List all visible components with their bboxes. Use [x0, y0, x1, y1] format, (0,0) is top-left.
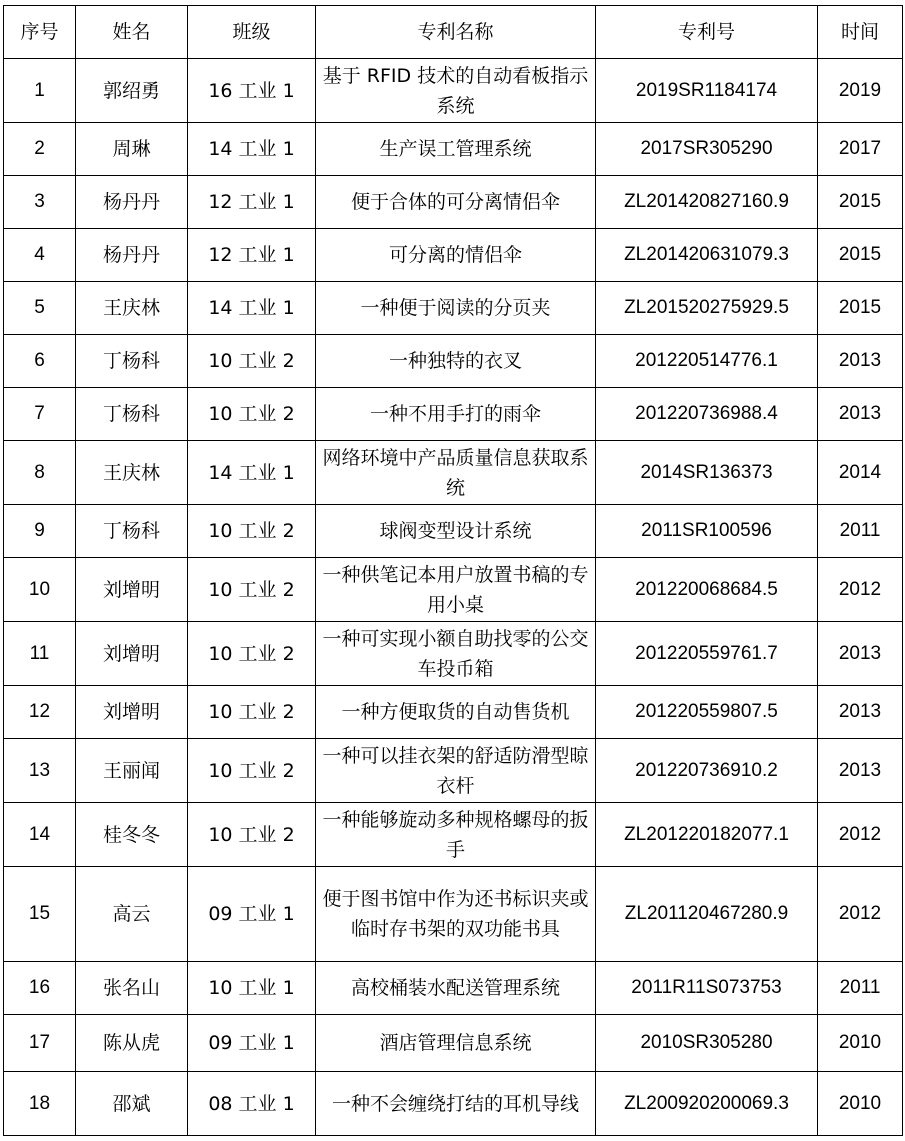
cell-name: 丁杨科 — [76, 505, 188, 558]
cell-year: 2013 — [818, 335, 903, 388]
cell-class: 16 工业 1 — [188, 59, 316, 123]
cell-number: ZL200920200069.3 — [596, 1072, 818, 1136]
cell-year: 2015 — [818, 282, 903, 335]
cell-seq: 4 — [4, 229, 76, 282]
cell-class: 10 工业 2 — [188, 686, 316, 739]
header-title: 专利名称 — [316, 6, 596, 59]
table-row — [4, 1072, 903, 1136]
cell-seq: 11 — [4, 622, 76, 686]
cell-title: 便于合体的可分离情侣伞 — [316, 176, 596, 229]
cell-title: 一种独特的衣叉 — [316, 335, 596, 388]
cell-name: 刘增明 — [76, 686, 188, 739]
cell-class: 14 工业 1 — [188, 441, 316, 505]
table-row — [4, 867, 903, 962]
cell-number: 2014SR136373 — [596, 441, 818, 505]
header-seq: 序号 — [4, 6, 76, 59]
table-row — [4, 505, 903, 558]
cell-class: 10 工业 2 — [188, 803, 316, 867]
cell-number: ZL201420631079.3 — [596, 229, 818, 282]
cell-seq: 12 — [4, 686, 76, 739]
cell-seq: 2 — [4, 123, 76, 176]
table-row — [4, 59, 903, 123]
cell-number: 2011SR100596 — [596, 505, 818, 558]
table-row — [4, 622, 903, 686]
table-row — [4, 803, 903, 867]
cell-title: 生产误工管理系统 — [316, 123, 596, 176]
cell-number: 201220559761.7 — [596, 622, 818, 686]
cell-title: 酒店管理信息系统 — [316, 1015, 596, 1072]
patent-table — [3, 5, 903, 1136]
cell-seq: 15 — [4, 867, 76, 962]
cell-title: 一种便于阅读的分页夹 — [316, 282, 596, 335]
cell-name: 王庆林 — [76, 441, 188, 505]
cell-year: 2010 — [818, 1072, 903, 1136]
cell-seq: 1 — [4, 59, 76, 123]
cell-title: 一种能够旋动多种规格螺母的扳手 — [316, 803, 596, 867]
cell-name: 王丽闻 — [76, 739, 188, 803]
cell-year: 2011 — [818, 962, 903, 1015]
table-row — [4, 686, 903, 739]
cell-year: 2011 — [818, 505, 903, 558]
table-row — [4, 282, 903, 335]
cell-title: 一种供笔记本用户放置书稿的专用小桌 — [316, 558, 596, 622]
cell-class: 10 工业 2 — [188, 739, 316, 803]
cell-title: 便于图书馆中作为还书标识夹或临时存书架的双功能书具 — [316, 867, 596, 962]
cell-class: 10 工业 2 — [188, 505, 316, 558]
cell-title: 一种不用手打的雨伞 — [316, 388, 596, 441]
cell-year: 2013 — [818, 622, 903, 686]
cell-seq: 3 — [4, 176, 76, 229]
cell-name: 丁杨科 — [76, 335, 188, 388]
cell-year: 2015 — [818, 229, 903, 282]
cell-title: 网络环境中产品质量信息获取系统 — [316, 441, 596, 505]
cell-class: 10 工业 2 — [188, 335, 316, 388]
cell-class: 10 工业 2 — [188, 558, 316, 622]
cell-name: 杨丹丹 — [76, 229, 188, 282]
table-row — [4, 441, 903, 505]
cell-title: 可分离的情侣伞 — [316, 229, 596, 282]
cell-year: 2012 — [818, 867, 903, 962]
cell-title: 一种不会缠绕打结的耳机导线 — [316, 1072, 596, 1136]
cell-class: 12 工业 1 — [188, 229, 316, 282]
cell-name: 丁杨科 — [76, 388, 188, 441]
cell-seq: 5 — [4, 282, 76, 335]
cell-number: 2011R11S073753 — [596, 962, 818, 1015]
cell-name: 高云 — [76, 867, 188, 962]
cell-year: 2013 — [818, 686, 903, 739]
cell-class: 14 工业 1 — [188, 282, 316, 335]
cell-name: 邵斌 — [76, 1072, 188, 1136]
cell-title: 一种方便取货的自动售货机 — [316, 686, 596, 739]
cell-name: 周琳 — [76, 123, 188, 176]
header-row — [4, 6, 903, 59]
cell-seq: 7 — [4, 388, 76, 441]
table-row — [4, 739, 903, 803]
cell-seq: 13 — [4, 739, 76, 803]
cell-seq: 10 — [4, 558, 76, 622]
cell-year: 2014 — [818, 441, 903, 505]
table-row — [4, 388, 903, 441]
cell-number: 201220736988.4 — [596, 388, 818, 441]
header-year: 时间 — [818, 6, 903, 59]
cell-year: 2010 — [818, 1015, 903, 1072]
cell-title: 高校桶装水配送管理系统 — [316, 962, 596, 1015]
cell-name: 刘增明 — [76, 558, 188, 622]
header-name: 姓名 — [76, 6, 188, 59]
cell-year: 2017 — [818, 123, 903, 176]
cell-number: 2017SR305290 — [596, 123, 818, 176]
table-row — [4, 558, 903, 622]
cell-seq: 8 — [4, 441, 76, 505]
cell-class: 10 工业 2 — [188, 388, 316, 441]
cell-year: 2013 — [818, 739, 903, 803]
cell-seq: 9 — [4, 505, 76, 558]
cell-number: 201220559807.5 — [596, 686, 818, 739]
cell-name: 杨丹丹 — [76, 176, 188, 229]
cell-name: 王庆林 — [76, 282, 188, 335]
cell-year: 2012 — [818, 558, 903, 622]
cell-title: 一种可以挂衣架的舒适防滑型晾衣杆 — [316, 739, 596, 803]
cell-year: 2012 — [818, 803, 903, 867]
cell-name: 郭绍勇 — [76, 59, 188, 123]
table-row — [4, 229, 903, 282]
cell-name: 刘增明 — [76, 622, 188, 686]
cell-name: 陈从虎 — [76, 1015, 188, 1072]
cell-number: 2010SR305280 — [596, 1015, 818, 1072]
table-row — [4, 962, 903, 1015]
cell-year: 2013 — [818, 388, 903, 441]
table-row — [4, 1015, 903, 1072]
cell-number: 2019SR1184174 — [596, 59, 818, 123]
cell-seq: 6 — [4, 335, 76, 388]
cell-class: 12 工业 1 — [188, 176, 316, 229]
cell-class: 08 工业 1 — [188, 1072, 316, 1136]
cell-class: 14 工业 1 — [188, 123, 316, 176]
header-number: 专利号 — [596, 6, 818, 59]
cell-title: 基于 RFID 技术的自动看板指示系统 — [316, 59, 596, 123]
cell-number: ZL201120467280.9 — [596, 867, 818, 962]
cell-title: 球阀变型设计系统 — [316, 505, 596, 558]
cell-year: 2015 — [818, 176, 903, 229]
cell-seq: 16 — [4, 962, 76, 1015]
table-row — [4, 123, 903, 176]
cell-seq: 17 — [4, 1015, 76, 1072]
cell-name: 桂冬冬 — [76, 803, 188, 867]
cell-number: ZL201520275929.5 — [596, 282, 818, 335]
cell-seq: 14 — [4, 803, 76, 867]
cell-class: 10 工业 1 — [188, 962, 316, 1015]
cell-class: 09 工业 1 — [188, 1015, 316, 1072]
cell-number: ZL201420827160.9 — [596, 176, 818, 229]
table-row — [4, 176, 903, 229]
cell-class: 10 工业 2 — [188, 622, 316, 686]
cell-name: 张名山 — [76, 962, 188, 1015]
cell-class: 09 工业 1 — [188, 867, 316, 962]
cell-number: 201220514776.1 — [596, 335, 818, 388]
cell-number: 201220736910.2 — [596, 739, 818, 803]
header-class: 班级 — [188, 6, 316, 59]
cell-number: 201220068684.5 — [596, 558, 818, 622]
cell-seq: 18 — [4, 1072, 76, 1136]
cell-year: 2019 — [818, 59, 903, 123]
table-row — [4, 335, 903, 388]
cell-number: ZL201220182077.1 — [596, 803, 818, 867]
cell-title: 一种可实现小额自助找零的公交车投币箱 — [316, 622, 596, 686]
